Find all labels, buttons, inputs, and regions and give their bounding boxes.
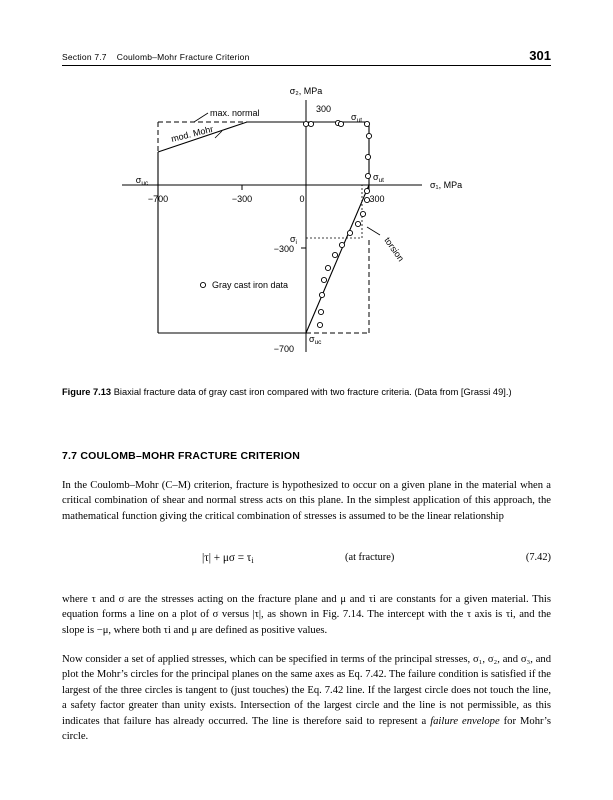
equation-body: |τ| + μσ = τ [202,552,252,564]
data-points [303,120,371,327]
x-tick-300: 300 [369,194,385,204]
figure-svg [62,80,551,370]
legend-marker [200,282,205,287]
y-tick-300: 300 [316,104,332,114]
sigma-i-label: $\sigma_i$ [289,234,297,246]
figure-7-13 [62,80,551,370]
figure-caption [62,385,551,399]
criterion-annotations [170,108,406,263]
y-tick-neg300: −300 [273,244,294,254]
paragraph-1: In the Coulomb–Mohr (C–M) criterion, fracture is hypothesized to occur on a given plane in the material when a critical combination of shear and normal stress acts on this plane. In the simplest application of this approach, the mathematical function giving the critical combination of stresses is assumed to be the linear relationship [62,480,551,522]
y-tick-neg700: −700 [273,344,294,354]
paragraph-2: where τ and σ are the stresses acting on the fracture plane and μ and τi are constants for a given material. This equation forms a line on a plot of σ versus |τ|, as shown in Fig. 7.14. The intercept with the τ axis is τi, and the slope is −μ, where both τi and μ are defined as positive values. [62,594,551,636]
figure-caption-label: Figure 7.13 [62,387,112,397]
legend-label: Gray cast iron data [212,280,289,290]
equation-note: (at fracture) [345,552,395,563]
header-section-title: Coulomb–Mohr Fracture Criterion [116,52,250,62]
x-axis-label: σ₁, MPa [430,180,463,190]
paragraph-3-part-a: Now consider a set of applied stresses, which can be specified in terms of the principal stresses, σ₁, σ₂, and σ₃, and plot the Mohr’s circles for the principal planes on the same axes as Eq. 7.42. The failure condition is satisfied if the largest of the three circles is tangent to (just touches) the Eq. 7.42 line. If the largest circle does not touch the line, a safety factor greater than unity exists. Intersection of the largest circle and the line is not permissible, as this indicates that failure has already occurred. The line is therefore said to represent a [62,654,551,727]
torsion-label: torsion [382,235,407,264]
figure-legend [200,280,288,290]
header-rule [62,65,551,66]
sigma-i-leader [306,185,362,238]
sigma-ut-top-label: $\sigma_{ut}$ [351,112,362,124]
figure-caption-text: Biaxial fracture data of gray cast iron compared with two fracture criteria. (Data from [Grassi 49].) [113,387,512,397]
header-section-number: Section 7.7 [62,52,107,62]
mod-mohr-label: mod. Mohr [170,123,215,144]
annotation-leaders [194,113,380,235]
paragraph-3 [62,652,551,744]
max-normal-envelope [158,122,369,333]
equation-7-42 [202,552,254,565]
x-tick-neg700: −700 [147,194,169,204]
mod-mohr-envelope [158,122,369,333]
equation-subscript: i [251,555,254,565]
section-heading: 7.7 COULOMB–MOHR FRACTURE CRITERION [62,450,301,462]
sigma-uc-left-label: $\sigma_{uc}$ [135,175,149,187]
equation-number: (7.42) [525,552,551,563]
page-header [62,48,551,63]
sigma-uc-bottom-label: $\sigma_{uc}$ [309,334,322,346]
header-left [62,52,250,62]
x-tick-neg300: −300 [231,194,253,204]
paragraph-3-part-b: for Mohr’s circle. [62,715,551,743]
page-number: 301 [529,48,551,63]
max-normal-label: max. normal [210,108,260,118]
axes [122,100,422,352]
sigma-ut-right-label: $\sigma_{ut}$ [373,172,384,184]
paragraph-3-italic: failure envelope [430,715,500,727]
axis-ticks [158,122,369,333]
x-tick-zero: 0 [299,194,305,204]
y-axis-label: σ₂, MPa [289,86,323,96]
